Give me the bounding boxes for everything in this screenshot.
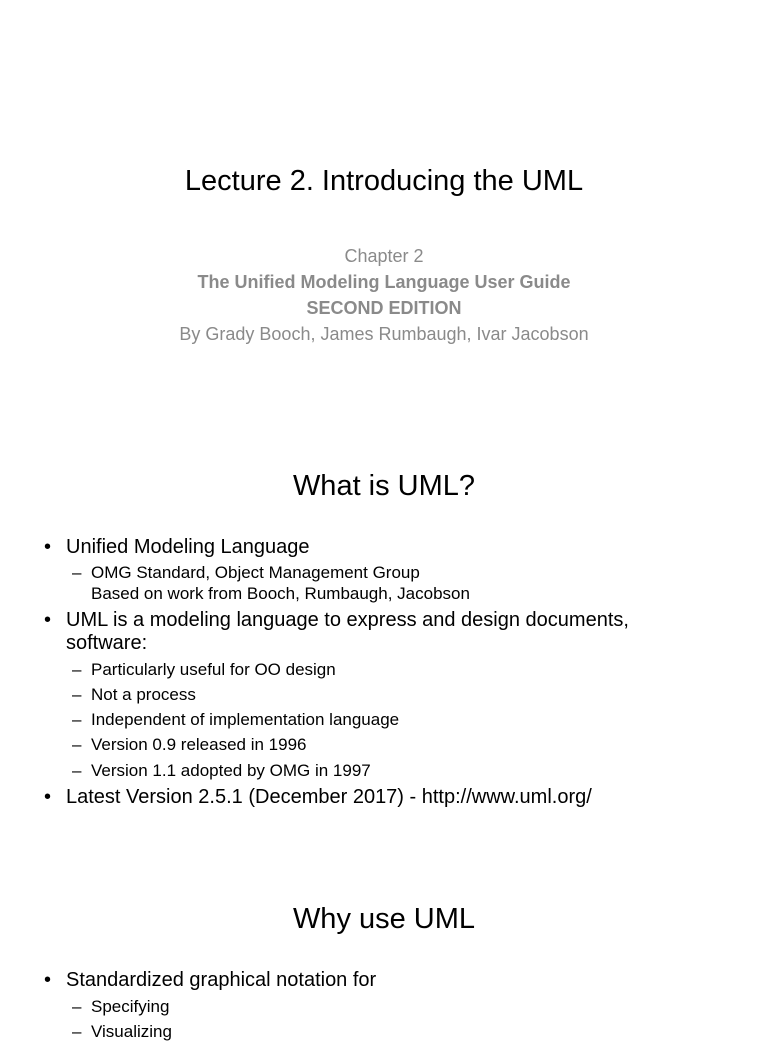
bullet-text: Standardized graphical notation for [66,969,377,991]
dash-glyph: – [72,563,82,582]
sub-item-text: Independent of implementation language [91,710,400,729]
sub-item-text: Not a process [91,685,196,704]
dash-glyph: – [72,997,82,1016]
dash-glyph: – [72,710,82,729]
dash-glyph: – [72,660,82,679]
sub-item-text: Particularly useful for OO design [91,660,336,679]
slide-title-why-use-uml: Why use UML [292,903,476,935]
sub-item-text: OMG Standard, Object Management Group [91,563,420,582]
dash-glyph: – [72,1022,82,1041]
dash-glyph: – [72,761,82,780]
bullet-text: Unified Modeling Language [66,536,310,558]
bullet-text: Latest Version 2.5.1 (December 2017) - http://www.uml.org/ [66,786,592,808]
sub-item-text: Visualizing [91,1022,172,1041]
lecture-title: Lecture 2. Introducing the UML [184,165,584,197]
bullet-glyph: • [44,609,52,631]
sub-item-continuation: Based on work from Booch, Rumbaugh, Jacobson [91,584,470,603]
book-title: The Unified Modeling Language User Guide [197,272,571,292]
authors-line: By Grady Booch, James Rumbaugh, Ivar Jacobson [179,324,589,344]
sub-item-text: Version 1.1 adopted by OMG in 1997 [91,761,371,780]
dash-glyph: – [72,685,82,704]
bullet-text: UML is a modeling language to express and design documents, [66,609,629,631]
bullet-text: software: [66,632,148,654]
edition-label: SECOND EDITION [306,298,462,318]
slide-title-what-is-uml: What is UML? [292,470,476,502]
sub-item-text: Version 0.9 released in 1996 [91,735,307,754]
bullet-glyph: • [44,786,52,808]
chapter-label: Chapter 2 [344,246,424,266]
bullet-glyph: • [44,536,52,558]
dash-glyph: – [72,735,82,754]
sub-item-text: Specifying [91,997,170,1016]
bullet-glyph: • [44,969,52,991]
